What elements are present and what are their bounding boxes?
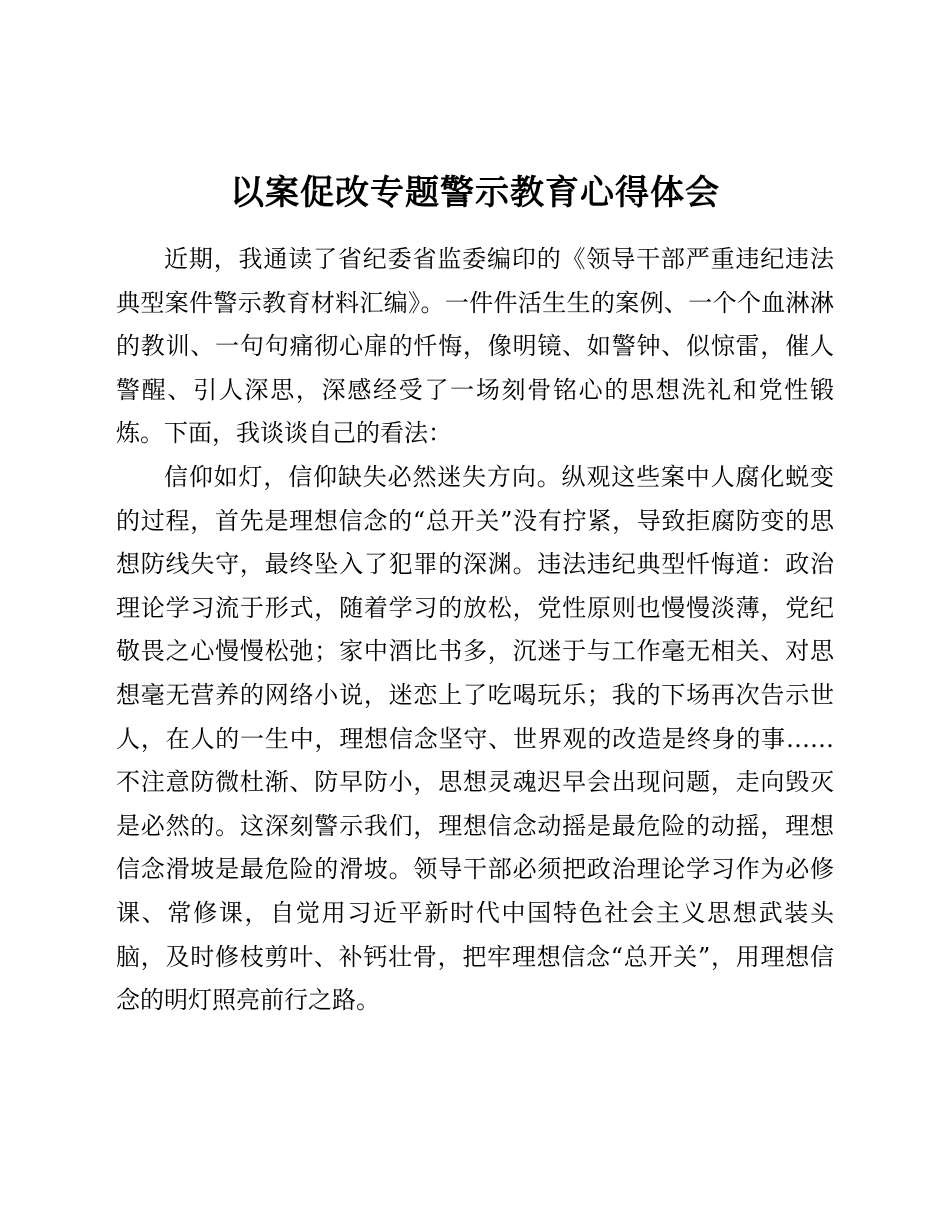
paragraph-faith: 信仰如灯，信仰缺失必然迷失方向。纵观这些案中人腐化蜕变的过程，首先是理想信念的“总开关”没有拧紧，导致拒腐防变的思想防线失守，最终坠入了犯罪的深渊。违法违纪典型忏悔道：政治理论学习流于形式，随着学习的放松，党性原则也慢慢淡薄，党纪敬畏之心慢慢松弛；家中酒比书多，沉迷于与工作毫无相关、对思想毫无营养的网络小说，迷恋上了吃喝玩乐；我的下场再次告示世人，在人的一生中，理想信念坚守、世界观的改造是终身的事……不注意防微杜渐、防早防小，思想灵魂迟早会出现问题，走向毁灭是必然的。这深刻警示我们，理想信念动摇是最危险的动摇，理想信念滑坡是最危险的滑坡。领导干部必须把政治理论学习作为必修课、常修课，自觉用习近平新时代中国特色社会主义思想武装头脑，及时修枝剪叶、补钙壮骨，把牢理想信念“总开关”，用理想信念的明灯照亮前行之路。 xyxy=(116,462,834,1015)
paragraph-intro: 近期，我通读了省纪委省监委编印的《领导干部严重违纪违法典型案件警示教育材料汇编》。一件件活生生的案例、一个个血淋淋的教训、一句句痛彻心扉的忏悔，像明镜、如警钟、似惊雷，催人警醒、引人深思，深感经受了一场刻骨铭心的思想洗礼和党性锻炼。下面，我谈谈自己的看法： xyxy=(116,245,834,448)
document-title: 以案促改专题警示教育心得体会 xyxy=(230,173,720,213)
document-body xyxy=(116,238,834,1023)
